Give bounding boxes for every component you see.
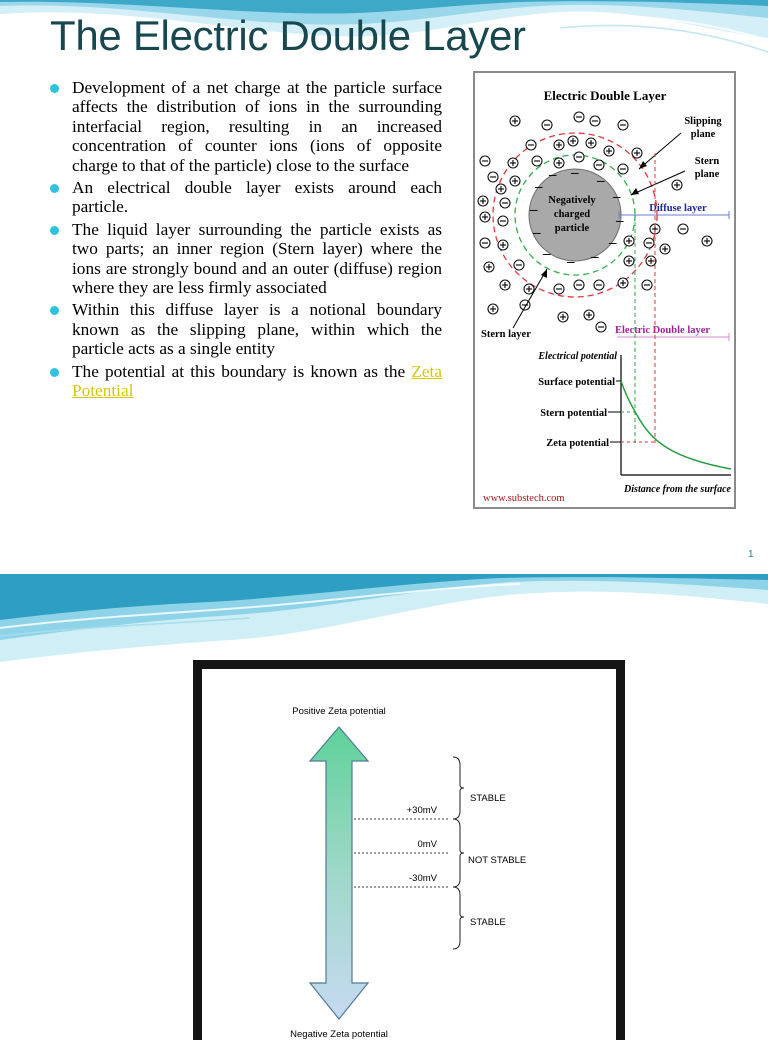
page-title: The Electric Double Layer	[50, 12, 526, 59]
zeta-arrow	[310, 727, 368, 1019]
svg-text:–: –	[571, 165, 579, 181]
double-layer-diagram	[475, 73, 734, 507]
bullet-icon	[50, 184, 59, 193]
stable-bottom-bracket	[453, 887, 464, 949]
svg-text:Stern: Stern	[694, 156, 720, 167]
svg-text:–: –	[543, 246, 551, 262]
bullet-icon	[50, 84, 59, 93]
svg-text:–: –	[530, 202, 538, 218]
bullet-icon	[50, 226, 59, 235]
zeta-potential-link[interactable]: Zeta Potential	[72, 361, 442, 401]
positive-zeta-label: Positive Zeta potential	[292, 706, 386, 717]
electric-double-layer-figure	[473, 71, 736, 509]
list-item	[48, 300, 442, 358]
svg-text:charged: charged	[553, 209, 591, 220]
zeta-stability-figure	[193, 660, 625, 1040]
negative-zeta-label: Negative Zeta potential	[290, 1029, 388, 1040]
bullet-text: The potential at this boundary is known as the	[72, 361, 412, 381]
svg-text:–: –	[533, 225, 541, 241]
zone-label: STABLE	[470, 917, 506, 928]
svg-text:Electric Double layer: Electric Double layer	[615, 325, 711, 336]
svg-text:plane: plane	[694, 169, 720, 180]
svg-text:–: –	[616, 213, 624, 229]
header-wave-decoration	[0, 574, 768, 664]
svg-text:Electrical potential: Electrical potential	[538, 351, 617, 362]
svg-text:–: –	[609, 235, 617, 251]
svg-text:Stern layer: Stern layer	[481, 329, 531, 340]
page-number: 1	[748, 549, 754, 560]
svg-text:–: –	[591, 249, 599, 265]
zone-label: NOT STABLE	[468, 855, 527, 866]
bullet-icon	[50, 306, 59, 315]
svg-text:Diffuse layer: Diffuse layer	[649, 203, 707, 214]
bullet-text: Development of a net charge at the particle surface affects the distribution of ions in the surrounding interfacial region, resulting in an increased concentration of counter ions (ions of opposite charge to that of the particle) close to the surface	[72, 78, 442, 175]
zone-label: STABLE	[470, 793, 506, 804]
zeta-stability-diagram	[202, 669, 616, 1049]
svg-text:–: –	[597, 173, 605, 189]
stable-top-bracket	[453, 757, 464, 819]
figure-title: Electric Double Layer	[543, 88, 667, 103]
svg-text:particle: particle	[554, 223, 590, 234]
svg-text:Stern potential: Stern potential	[540, 408, 607, 419]
bullet-text: The liquid layer surrounding the particle exists as two parts; an inner region (Stern layer) where the ions are strongly bound and an outer (diffuse) region where they are less firmly associated	[72, 219, 442, 298]
bullet-text: An electrical double layer exists around each particle.	[72, 178, 442, 217]
source-url: www.substech.com	[483, 493, 565, 504]
list-item	[48, 178, 442, 217]
tick-label: +30mV	[406, 805, 437, 816]
svg-text:Zeta potential: Zeta potential	[546, 438, 609, 449]
tick-label: -30mV	[409, 873, 437, 884]
svg-text:–: –	[567, 254, 575, 270]
not-stable-bracket	[453, 819, 464, 887]
svg-text:Slipping: Slipping	[684, 116, 722, 127]
list-item	[48, 78, 442, 175]
svg-text:Distance from the surface: Distance from the surface	[624, 484, 731, 495]
list-item	[48, 220, 442, 298]
svg-text:–: –	[535, 179, 543, 195]
potential-curve	[621, 381, 731, 469]
bullet-list	[48, 78, 442, 404]
list-item	[48, 362, 442, 401]
bullet-text: Within this diffuse layer is a notional boundary known as the slipping plane, within which the particle acts as a single entity	[72, 300, 442, 359]
svg-text:plane: plane	[690, 129, 716, 140]
svg-text:Surface potential: Surface potential	[538, 377, 615, 388]
slide-2	[0, 574, 768, 1040]
svg-text:Negatively: Negatively	[548, 195, 596, 206]
bullet-icon	[50, 368, 59, 377]
tick-label: 0mV	[417, 839, 437, 850]
svg-text:–: –	[549, 167, 557, 183]
svg-text:–: –	[613, 189, 621, 205]
